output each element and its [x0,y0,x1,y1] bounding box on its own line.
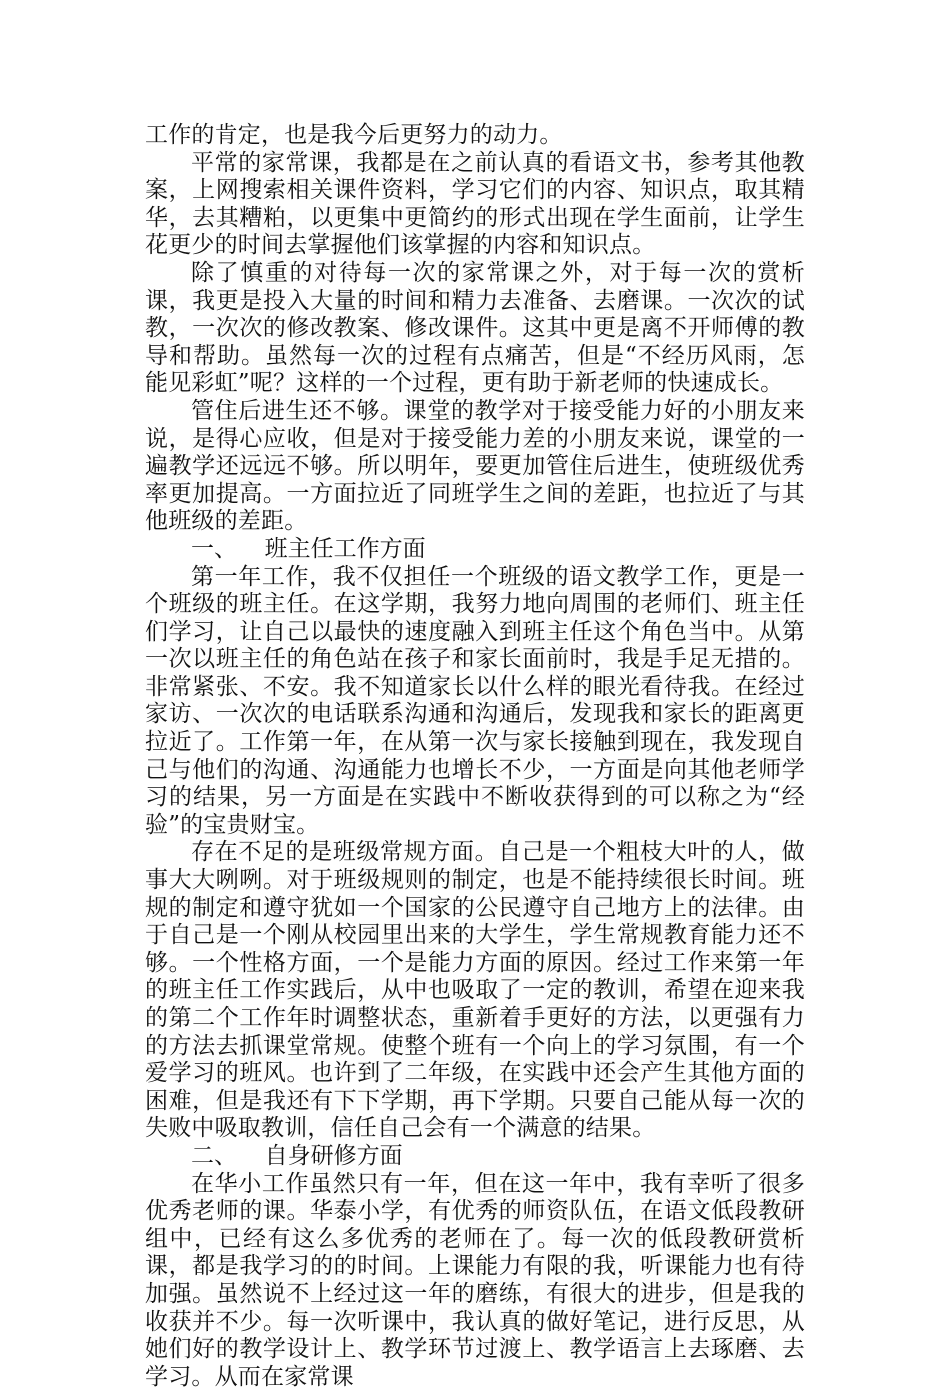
paragraph: 存在不足的是班级常规方面。自己是一个粗枝大叶的人，做事大大咧咧。对于班级规则的制定，也是不能持续很长时间。班规的制定和遵守犹如一个国家的公民遵守自己地方上的法律。由于自己是一个刚从校园里出来的大学生，学生常规教育能力还不够。一个性格方面，一个是能力方面的原因。经过工作来第一年的班主任工作实践后，从中也吸取了一定的教训，希望在迎来我的第二个工作年时调整状态，重新着手更好的方法，以更强有力的方法去抓课堂常规。使整个班有一个向上的学习氛围，有一个爱学习的班风。也许到了二年级，在实践中还会产生其他方面的困难，但是我还有下下学期，再下学期。只要自己能从每一次的失败中吸取教训，信任自己会有一个满意的结果。 [145,839,805,1142]
section-title: 自身研修方面 [264,1142,403,1169]
paragraph: 平常的家常课，我都是在之前认真的看语文书，参考其他教案，上网搜索相关课件资料，学习它们的内容、知识点，取其精华，去其糟粕，以更集中更简约的形式出现在学生面前，让学生花更少的时间去掌握他们该掌握的内容和知识点。 [145,149,805,259]
section-heading [145,536,805,564]
section-title: 班主任工作方面 [264,535,426,562]
paragraph: 除了慎重的对待每一次的家常课之外，对于每一次的赏析课，我更是投入大量的时间和精力去准备、去磨课。一次次的试教，一次次的修改教案、修改课件。这其中更是离不开师傅的教导和帮助。虽然每一次的过程有点痛苦，但是“不经历风雨，怎能见彩虹”呢？这样的一个过程，更有助于新老师的快速成长。 [145,259,805,397]
document-page [145,122,805,1391]
paragraph: 在华小工作虽然只有一年，但在这一年中，我有幸听了很多优秀老师的课。华泰小学，有优秀的师资队伍，在语文低段教研组中，已经有这么多优秀的老师在了。每一次的低段教研赏析课，都是我学习的的时间。上课能力有限的我，听课能力也有待加强。虽然说不上经过这一年的磨练，有很大的进步，但是我的收获并不少。每一次听课中，我认真的做好笔记，进行反思，从她们好的教学设计上、教学环节过渡上、教学语言上去琢磨、去学习。从而在家常课 [145,1170,805,1390]
paragraph: 第一年工作，我不仅担任一个班级的语文教学工作，更是一个班级的班主任。在这学期，我努力地向周围的老师们、班主任们学习，让自己以最快的速度融入到班主任这个角色当中。从第一次以班主任的角色站在孩子和家长面前时，我是手足无措的。非常紧张、不安。我不知道家长以什么样的眼光看待我。在经过家访、一次次的电话联系沟通和沟通后，发现我和家长的距离更拉近了。工作第一年，在从第一次与家长接触到现在，我发现自己与他们的沟通、沟通能力也增长不少，一方面是向其他老师学习的结果，另一方面是在实践中不断收获得到的可以称之为“经验”的宝贵财宝。 [145,563,805,838]
section-number: 一、 [191,535,237,562]
section-number: 二、 [191,1142,237,1169]
paragraph: 管住后进生还不够。课堂的教学对于接受能力好的小朋友来说，是得心应收，但是对于接受能力差的小朋友来说，课堂的一遍教学还远远不够。所以明年，要更加管住后进生，使班级优秀率更加提高。一方面拉近了同班学生之间的差距，也拉近了与其他班级的差距。 [145,397,805,535]
paragraph: 工作的肯定，也是我今后更努力的动力。 [145,122,563,148]
section-heading [145,1143,805,1171]
